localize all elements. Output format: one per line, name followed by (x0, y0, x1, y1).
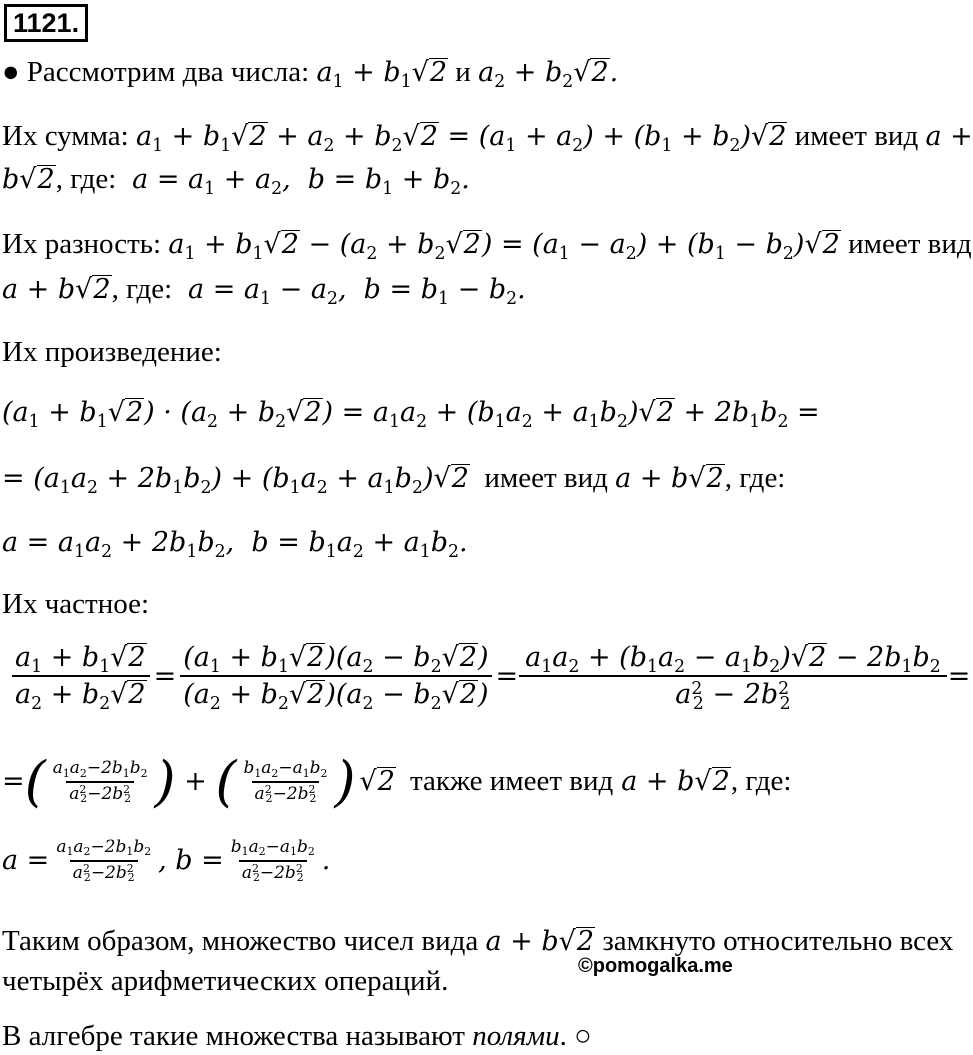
final-text-1: В алгебре такие множества называют (2, 1020, 465, 1052)
problem-number: 1121. (4, 4, 88, 42)
also-has-form-text: также имеет вид (409, 765, 614, 798)
quotient-line-1: $\frac{a_1 + b_1√2}{a_2 + b_2√2}$ = $\frac{(a_1 + b_1√2)(a_2 - b_2√2)}{(a_2 + b_2√2)(a_2 - b_2√2)}$ = $\frac{a_1a_2 + (b_1a_2 - a_1b_2)√2 - 2b_1b_2}{a^2_2 - 2b^2_2}$ = (8, 642, 970, 710)
intro-line: ● Рассмотрим два числа: $a_1 + b_1√2$ и $a_2 + b_2√2$. (2, 56, 619, 92)
where-text: где: (739, 462, 786, 494)
diff-line-1: Их разность: $a_1 + b_1√2 - (a_2 + b_2√2) = (a_1 - a_2) + (b_1 - b_2)√2$ имеет вид (2, 228, 972, 264)
sum-label: Их сумма: (2, 120, 129, 152)
final-text-2: . ○ (559, 1020, 592, 1052)
diff-line-2: a + b√2, где: $a = a_1 - a_2$, $b = b_1 - b_2$. (2, 273, 526, 309)
product-label: Их произведение: (2, 336, 222, 368)
product-line-3: $a = a_1a_2 + 2b_1b_2$, $b = b_1a_2 + a_1b_2$. (2, 527, 468, 562)
conclusion-line-1: Таким образом, множество чисел вида a + b√2 замкнуто относительно всех (2, 925, 954, 957)
conclusion-text-1: Таким образом, множество чисел вида (2, 925, 479, 957)
watermark: ©pomogalka.me (578, 955, 733, 977)
quotient-line-2: = ( $\frac{a_1a_2-2b_1b_2}{a^2_2-2b^2_2}$ ) + ( $\frac{b_1a_2-a_1b_2}{a^2_2-2b^2_2}$ ) √2 также имеет вид a + b√2 , где: (2, 750, 792, 813)
sum-line-2: b√2, где: $a = a_1 + a_2$, $b = b_1 + b_2$. (2, 163, 470, 199)
has-form-text: имеет вид (848, 228, 972, 260)
product-line-1: $(a_1 + b_1√2) \cdot (a_2 + b_2√2) = a_1a_2 + (b_1a_2 + a_1b_2)√2 + 2b_1b_2$ = (2, 397, 820, 432)
conclusion-text-2: замкнуто относительно всех (602, 925, 954, 957)
final-emphasis: полями (472, 1020, 560, 1052)
where-text: где: (745, 765, 792, 798)
final-line (2, 1020, 592, 1053)
sum-line-1: Их сумма: $a_1 + b_1√2 + a_2 + b_2√2 = (a_1 + a_2) + (b_1 + b_2)√2$ имеет вид a + (2, 120, 973, 156)
quotient-line-3: a = $\frac{a_1a_2-2b_1b_2}{a^2_2-2b^2_2}$ , b = $\frac{b_1a_2-a_1b_2}{a^2_2-2b^2_2}$ . (2, 837, 331, 885)
where-text: где: (126, 273, 173, 305)
product-line-2: = $(a_1a_2 + 2b_1b_2) + (b_1a_2 + a_1b_2)√2$ имеет вид a + b√2, где: (2, 462, 786, 498)
quotient-label: Их частное: (2, 588, 149, 620)
where-text: где: (70, 163, 117, 195)
diff-label: Их разность: (2, 228, 162, 260)
has-form-text: имеет вид (794, 120, 919, 152)
and-text: и (455, 56, 471, 88)
conclusion-line-2: четырёх арифметических операций. (2, 965, 449, 997)
has-form-text: имеет вид (484, 462, 608, 494)
intro-text: ● Рассмотрим два числа: (2, 56, 310, 88)
